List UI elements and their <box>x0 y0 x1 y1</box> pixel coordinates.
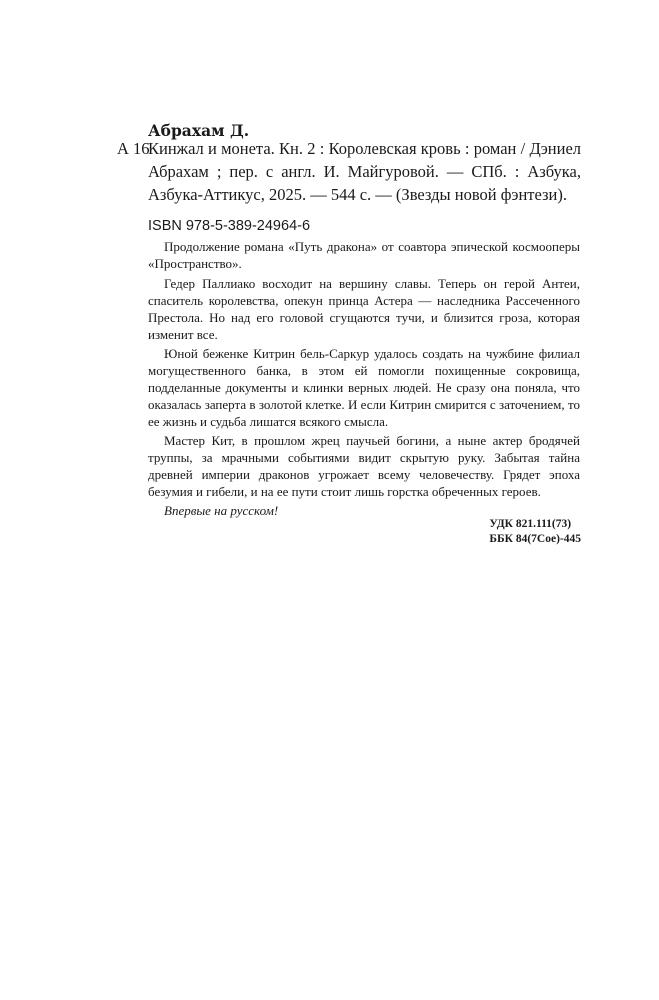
annotation-paragraph: Гедер Паллиако восходит на вершину славы. Теперь он герой Антеи, спаситель королевства, опекун принца Астера — наследника Рассеченного Престола. Но над его головой сгущаются тучи, и близится гроза, которая изменит все. <box>148 276 580 342</box>
isbn: ISBN 978-5-389-24964-6 <box>148 218 311 234</box>
bibliographic-record: Кинжал и монета. Кн. 2 : Королевская кровь : роман / Дэниел Абрахам ; пер. с англ. И. Майгуровой. — СПб. : Азбука, Азбука-Аттикус, 2025. — 544 с. — (Звезды новой фэнтези). <box>148 139 581 204</box>
annotation-paragraph: Юной беженке Китрин бель-Саркур удалось создать на чужбине филиал могущественного банка, в этом ей помогли похищенные сокровища, подделанные документы и клинки верных людей. Не сразу она поняла, что оказалась заперта в золотой клетке. И если Китрин смирится с заточением, то ее жизнь и судьба лишатся всякого смысла. <box>148 346 580 429</box>
udk-code: УДК 821.111(73) <box>489 518 572 530</box>
annotation-paragraph: Мастер Кит, в прошлом жрец паучьей богини, а ныне актер бродячей труппы, за мрачными событиями видит скрытую руку. Забытая тайна древней империи драконов угрожает всему человечеству. Грядет эпоха безумия и гибели, и на ее пути стоит лишь горстка обреченных героев. <box>148 433 580 499</box>
author-code: А 16 <box>117 139 150 158</box>
classification-codes <box>489 517 581 547</box>
bbk-code: ББК 84(7Сое)-445 <box>489 533 581 545</box>
annotation <box>148 238 580 521</box>
author-heading: Абрахам Д. <box>148 121 250 140</box>
annotation-paragraph: Продолжение романа «Путь дракона» от соавтора эпической космооперы «Пространство». <box>148 239 580 271</box>
first-in-russian-note: Впервые на русском! <box>164 503 279 518</box>
